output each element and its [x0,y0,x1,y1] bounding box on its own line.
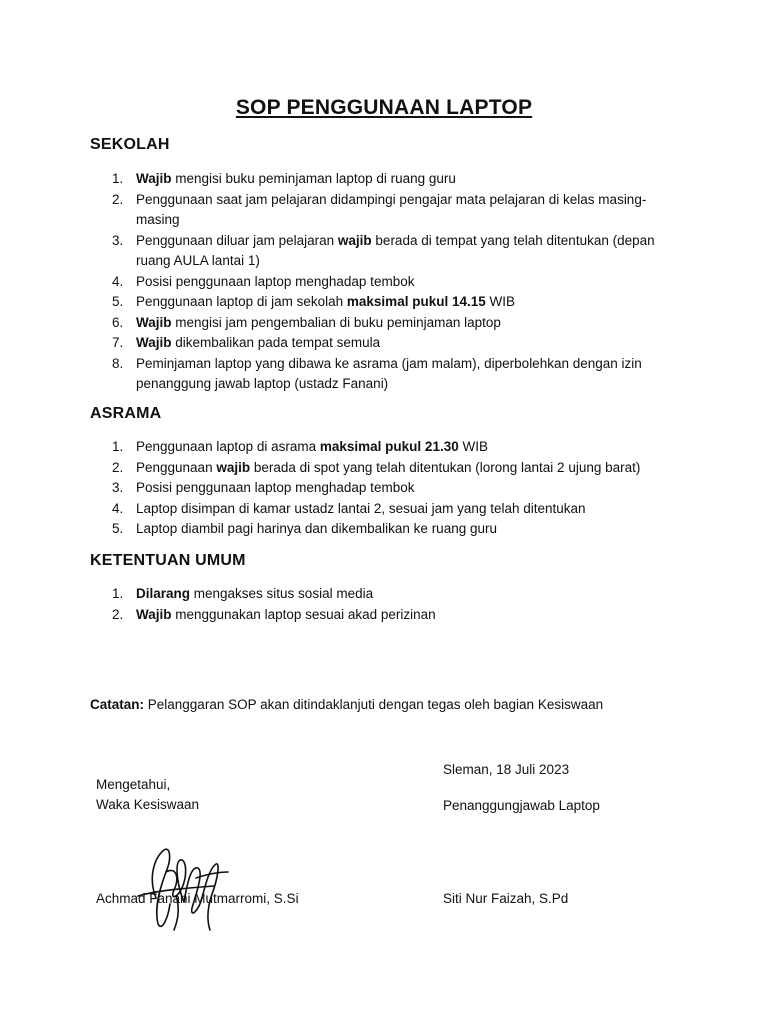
rule-item [90,437,670,458]
rule-number: 4. [112,273,124,289]
section-heading-ketentuan-umum: KETENTUAN UMUM [90,552,246,569]
rule-emphasis: Wajib [136,335,172,350]
rule-text: Penggunaan laptop di asrama [136,439,320,454]
rule-number: 6. [112,314,124,330]
rule-text: Penggunaan diluar jam pelajaran [136,232,338,248]
rule-list-ketentuan-umum [90,584,670,625]
rule-item [90,354,670,395]
rule-item [90,499,670,520]
rule-list-asrama [90,437,670,540]
rule-text-continued: mengisi buku peminjaman laptop di ruang guru [171,171,456,186]
rule-text-continued: mengakses situs sosial media [190,586,374,601]
rule-item [90,584,670,605]
rule-number: 7. [112,335,124,350]
rule-text: Penggunaan laptop di jam sekolah [136,294,347,309]
left-signer-name: Achmad Fanani Mutmarromi, S.Si [96,891,299,906]
rule-item [90,519,670,540]
rule-emphasis: maksimal pukul 21.30 [319,439,459,454]
rule-number: 5. [112,521,124,536]
rule-text: Peminjaman laptop yang dibawa ke asrama (jam malam), diperbolehkan dengan izin penanggung jawab laptop (ustadz Fanani) [136,355,642,391]
rule-item [90,478,670,499]
rule-item [90,292,670,313]
rule-item [90,272,670,293]
rule-number: 2. [112,191,124,207]
rule-text-continued: mengisi jam pengembalian di buku peminjaman laptop [171,314,501,330]
note-label: Catatan: [90,697,145,712]
rule-text: Posisi penggunaan laptop menghadap tembok [136,273,415,289]
rule-text-continued: dikembalikan pada tempat semula [171,335,381,350]
note [90,697,603,712]
rule-number: 4. [112,500,124,516]
rule-number: 5. [112,294,124,309]
rule-item [90,313,670,334]
rule-item [90,605,670,626]
rule-item [90,169,670,190]
rule-item [90,458,670,479]
rule-item [90,231,670,272]
right-signer-role: Penanggungjawab Laptop [443,798,600,813]
rule-text-continued: WIB [458,439,488,454]
left-signer-label-line-1: Mengetahui, [96,777,171,792]
handwritten-signature [118,838,248,938]
rule-text: Posisi penggunaan laptop menghadap tembok [136,480,415,495]
rule-emphasis: Wajib [136,606,172,622]
rule-number: 3. [112,480,124,495]
rule-text-continued: WIB [485,294,515,309]
note-text: Pelanggaran SOP akan ditindaklanjuti dengan tegas oleh bagian Kesiswaan [144,697,604,712]
section-heading-asrama: ASRAMA [90,405,162,422]
rule-text: Laptop diambil pagi harinya dan dikembalikan ke ruang guru [136,521,497,536]
rule-number: 1. [112,586,124,601]
rule-emphasis: Wajib [136,171,172,186]
section-heading-sekolah: SEKOLAH [90,136,170,153]
rule-number: 3. [112,232,124,248]
document-title: SOP PENGGUNAAN LAPTOP [235,96,533,119]
rule-text-continued: menggunakan laptop sesuai akad perizinan [171,606,436,622]
rule-item [90,190,670,231]
rule-number: 1. [112,439,124,454]
rule-emphasis: Dilarang [136,586,191,601]
rule-emphasis: wajib [216,459,251,475]
rule-text: Laptop disimpan di kamar ustadz lantai 2, sesuai jam yang telah ditentukan [136,500,586,516]
place-date: Sleman, 18 Juli 2023 [443,762,570,777]
rule-emphasis: wajib [337,232,372,248]
right-signer-name: Siti Nur Faizah, S.Pd [443,891,569,906]
rule-text: Penggunaan [136,459,217,475]
rule-text-continued: berada di spot yang telah ditentukan (lorong lantai 2 ujung barat) [250,459,641,475]
left-signer-label [96,775,199,815]
rule-number: 2. [112,459,124,475]
rule-text: Penggunaan saat jam pelajaran didampingi pengajar mata pelajaran di kelas masing-masing [136,191,647,227]
rule-emphasis: Wajib [136,314,172,330]
rule-number: 2. [112,606,124,622]
rule-number: 1. [112,171,124,186]
left-signer-role: Waka Kesiswaan [96,797,200,812]
rule-number: 8. [112,355,124,371]
rule-item [90,333,670,354]
rule-list-sekolah [90,169,670,395]
rule-emphasis: maksimal pukul 14.15 [346,294,486,309]
rule-text-continued: berada di tempat yang telah ditentukan (depan ruang AULA lantai 1) [136,232,655,268]
